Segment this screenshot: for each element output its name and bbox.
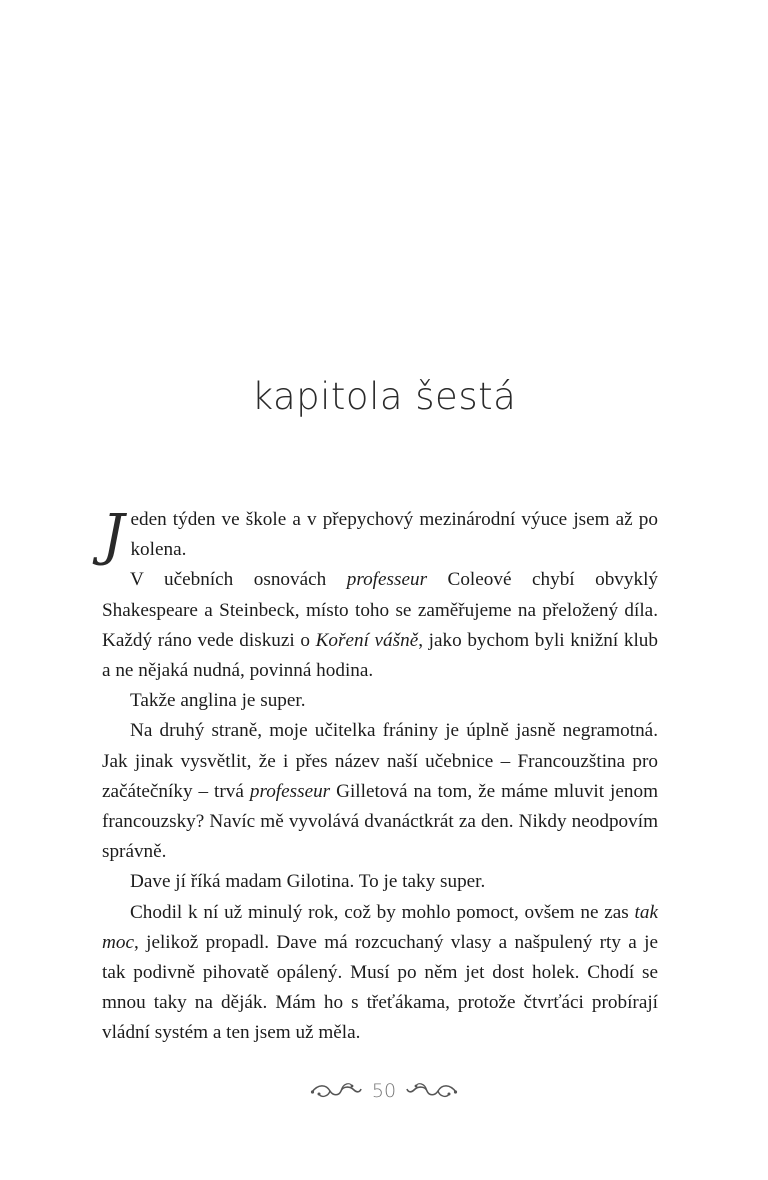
italic-text: professeur xyxy=(249,780,331,802)
flourish-ornament-icon xyxy=(406,1080,458,1102)
paragraph xyxy=(102,565,658,686)
paragraph xyxy=(102,503,658,568)
paragraph xyxy=(102,898,658,1049)
paragraph xyxy=(102,686,658,716)
page-footer xyxy=(0,1080,768,1102)
text-run: Na druhý straně, moje učitelka frániny je úplně jasně negramotná. Jak jinak vysvětlit, že i přes název naší učebnice – Francouzština pro začátečníky – trvá xyxy=(102,720,658,802)
paragraph-text: eden týden ve škole a v přepychový mezinárodní výuce jsem až po kolena. xyxy=(130,509,658,561)
italic-text: tak moc xyxy=(102,901,658,953)
flourish-ornament-icon xyxy=(310,1080,362,1102)
paragraph-text: Dave jí říká madam Gilotina. To je taky super. xyxy=(130,871,486,893)
text-run: , jelikož propadl. Dave má rozcuchaný vlasy a našpulený rty a je tak podivně pihovatě opálený. Musí po něm jet dost holek. Chodí se mnou taky na děják. Mám ho s třeťákama, protože čtvrťáci probírají vládní systém a ten jsem už měla. xyxy=(102,931,658,1044)
paragraph xyxy=(102,716,658,867)
text-run: , jako bychom byli knižní klub a ne nějaká nudná, povinná hodina. xyxy=(102,629,658,682)
italic-book-title: Koření vášně xyxy=(315,629,419,651)
paragraph-text: Takže anglina je super. xyxy=(130,690,306,712)
text-run: Chodil k ní už minulý rok, což by mohlo pomoct, ovšem ne zas xyxy=(130,901,635,923)
text-run: Coleové chybí obvyklý Shakespeare a Steinbeck, místo toho se zaměřujeme na přeložený díla. Každý ráno vede diskuzi o xyxy=(102,569,659,651)
italic-text: professeur xyxy=(346,569,428,591)
paragraph xyxy=(102,867,658,897)
chapter-title: kapitola šestá xyxy=(251,374,517,418)
chapter-body xyxy=(102,505,658,1049)
text-run: Gilletová na tom, že máme mluvit jenom francouzsky? Navíc mě vyvolává dvanáctkrát za den. Nikdy neodpovím správně. xyxy=(102,780,658,863)
text-run: V učebních osnovách xyxy=(130,569,347,591)
page-number: 50 xyxy=(371,1080,397,1102)
drop-cap: J xyxy=(102,503,125,568)
